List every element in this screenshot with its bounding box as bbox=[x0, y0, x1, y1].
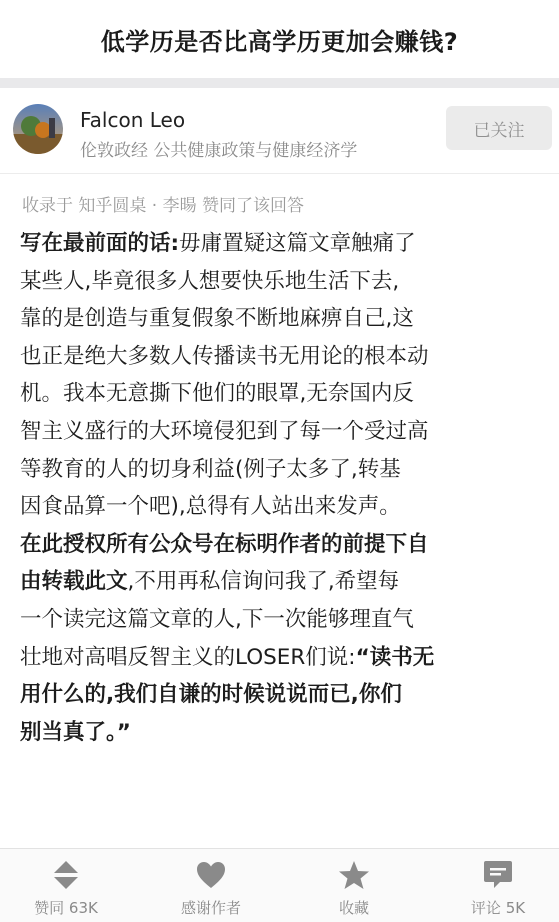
answer-text: ,不用再私信询问我了,希望每 bbox=[127, 569, 400, 595]
comment-label: 评论 5K bbox=[470, 899, 526, 917]
answer-text-bold: 别当真了。” bbox=[20, 719, 131, 745]
answer-body bbox=[20, 225, 550, 751]
answer-text-bold: 写在最前面的话: bbox=[20, 231, 180, 256]
author-bio: 伦敦政经 公共健康政策与健康经济学 bbox=[80, 141, 358, 161]
vote-label: 赞同 63K bbox=[34, 899, 98, 917]
answer-line bbox=[20, 563, 550, 601]
answer-line bbox=[20, 639, 550, 677]
answer-line bbox=[20, 488, 550, 526]
section-divider bbox=[0, 78, 559, 88]
question-title[interactable]: 低学历是否比高学历更加会赚钱? bbox=[100, 27, 459, 56]
answer-text: 某些人,毕竟很多人想要快乐地生活下去, bbox=[20, 268, 400, 294]
comment-button[interactable] bbox=[448, 849, 548, 922]
vote-button[interactable] bbox=[14, 849, 118, 922]
answer-line bbox=[20, 375, 550, 413]
answer-text: 壮地对高唱反智主义的LOSER们说: bbox=[20, 644, 356, 670]
answer-line bbox=[20, 338, 550, 376]
author-row bbox=[0, 88, 559, 174]
thanks-button[interactable] bbox=[156, 849, 266, 922]
answer-line bbox=[20, 300, 550, 338]
answer-text: 毋庸置疑这篇文章触痛了 bbox=[179, 231, 416, 256]
avatar[interactable] bbox=[13, 104, 63, 154]
answer-text-bold: 由转载此文 bbox=[20, 569, 128, 595]
thanks-label: 感谢作者 bbox=[180, 899, 241, 917]
answer-line bbox=[20, 225, 550, 263]
question-header[interactable] bbox=[0, 0, 559, 78]
answer-text: 等教育的人的切身利益(例子太多了,转基 bbox=[20, 456, 401, 482]
answer-line bbox=[20, 263, 550, 301]
heart-icon bbox=[196, 859, 226, 891]
favorite-button[interactable] bbox=[318, 849, 390, 922]
author-name[interactable]: Falcon Leo bbox=[80, 108, 186, 132]
answer-text: 一个读完这篇文章的人,下一次能够理直气 bbox=[20, 606, 414, 632]
answer-text: 机。我本无意撕下他们的眼罩,无奈国内反 bbox=[20, 381, 414, 407]
vote-arrows-icon bbox=[53, 859, 79, 891]
answer-text: 因食品算一个吧),总得有人站出来发声。 bbox=[20, 494, 401, 520]
star-icon bbox=[338, 859, 370, 891]
answer-text-bold: “读书无 bbox=[355, 644, 435, 670]
answer-text-bold: 用什么的,我们自谦的时候说说而已,你们 bbox=[20, 682, 402, 708]
answer-text: 智主义盛行的大环境侵犯到了每一个受过高 bbox=[20, 418, 429, 444]
answer-line bbox=[20, 676, 550, 714]
answer-line bbox=[20, 601, 550, 639]
answer-line bbox=[20, 714, 550, 752]
answer-text: 也正是绝大多数人传播读书无用论的根本动 bbox=[20, 343, 429, 369]
answer-text-bold: 在此授权所有公众号在标明作者的前提下自 bbox=[20, 531, 429, 557]
answer-line bbox=[20, 413, 550, 451]
comment-icon bbox=[483, 859, 513, 891]
follow-button[interactable]: 已关注 bbox=[446, 106, 552, 150]
answer-line bbox=[20, 451, 550, 489]
favorite-label: 收藏 bbox=[338, 899, 369, 917]
collected-info[interactable]: 收录于 知乎圆桌 · 李暘 赞同了该回答 bbox=[22, 196, 305, 216]
answer-line bbox=[20, 526, 550, 564]
answer-text: 靠的是创造与重复假象不断地麻痹自己,这 bbox=[20, 306, 414, 332]
bottom-action-bar bbox=[0, 848, 559, 922]
